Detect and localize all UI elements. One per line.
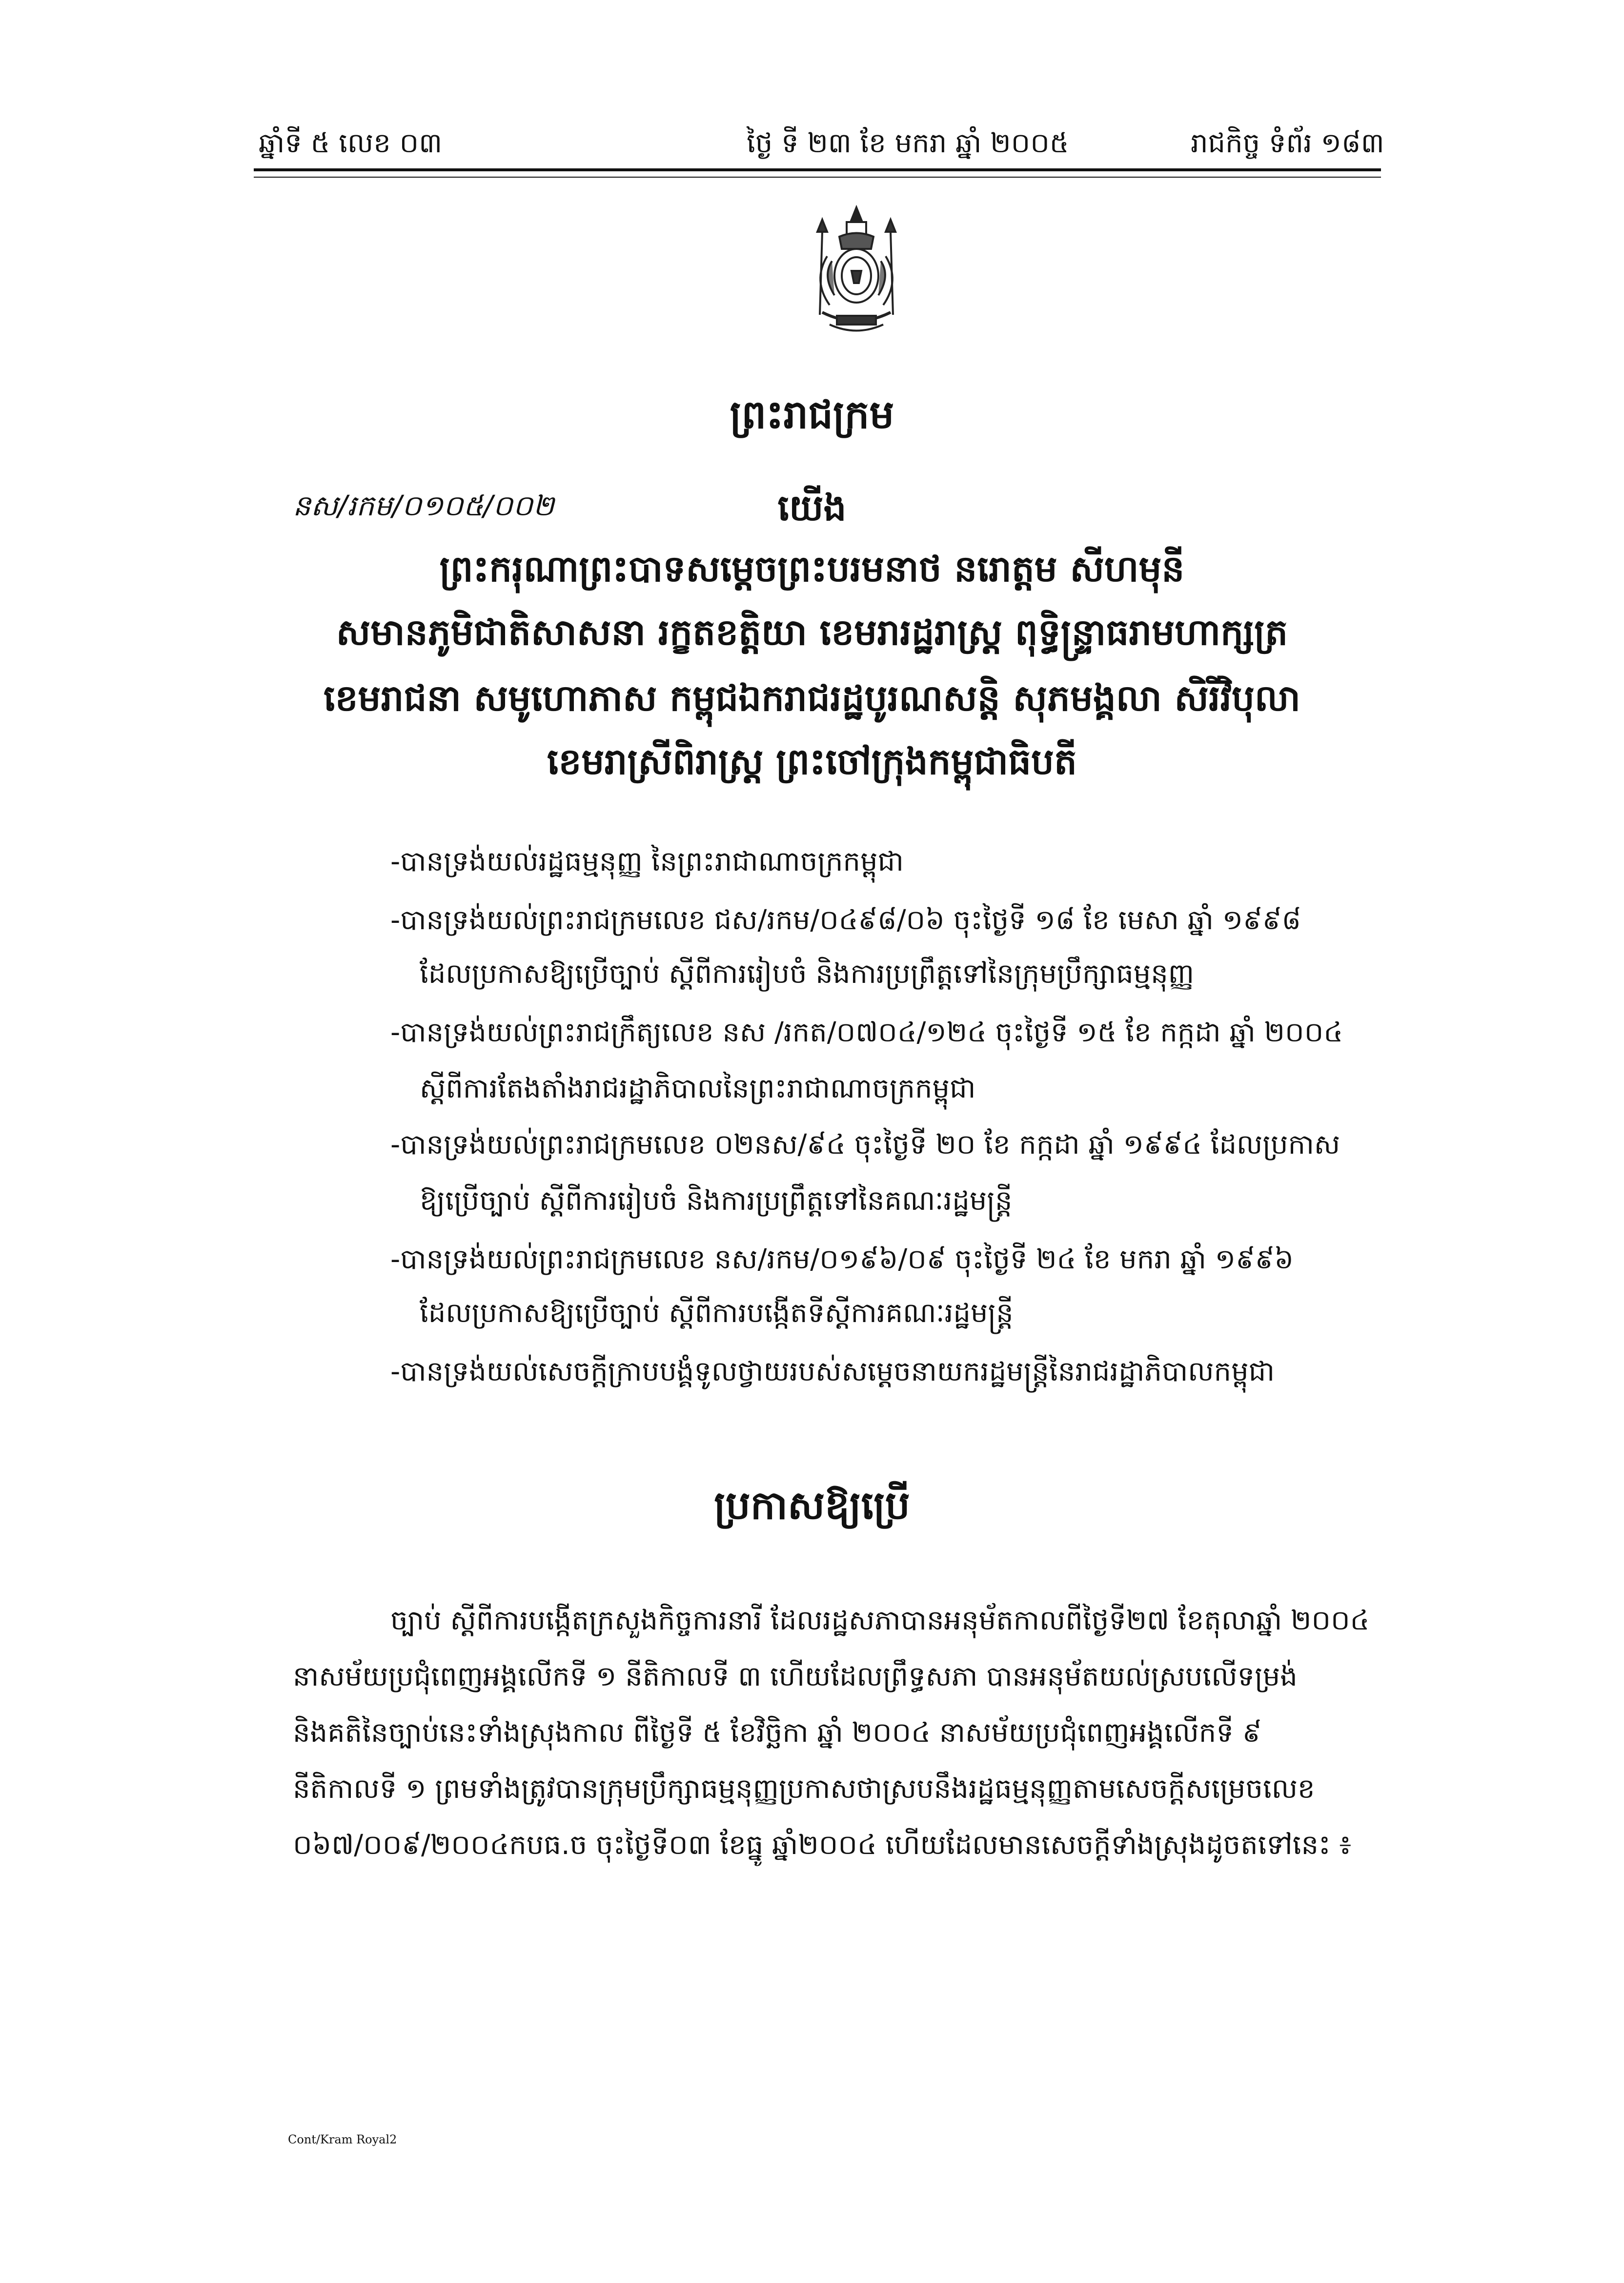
reference-clause-continued: ឱ្យប្រើច្បាប់ ស្តីពីការរៀបចំ និងការប្រព្រឹត្តទៅនៃគណៈរដ្ឋមន្ត្រី — [420, 1185, 1013, 1217]
royal-title-line: សមានភូមិជាតិសាសនា រក្ខតខត្តិយា ខេមរារដ្ឋរាស្ត្រ ពុទ្ធិន្ទ្រាធរាមហាក្សត្រ — [336, 612, 1288, 653]
body-line: និងគតិនៃច្បាប់នេះទាំងស្រុងកាល ពីថ្ងៃទី ៥ ខែវិច្ឆិកា ឆ្នាំ ២០០៤ នាសម័យប្រជុំពេញអង្គលើកទី ៩ — [293, 1717, 1262, 1749]
reference-clause-continued: ស្តីពីការតែងតាំងរាជរដ្ឋាភិបាលនៃព្រះរាជាណាចក្រកម្ពុជា — [420, 1073, 976, 1104]
header-rule-thick — [254, 168, 1381, 171]
reference-clause: -បានទ្រង់យល់ព្រះរាជក្រឹត្យលេខ នស /រកត/០៧០៤/១២៤ ចុះថ្ងៃទី ១៥ ខែ កក្កដា ឆ្នាំ ២០០៤ — [390, 1017, 1343, 1048]
reference-clause: -បានទ្រង់យល់រដ្ឋធម្មនុញ្ញ នៃព្រះរាជាណាចក្រកម្ពុជា — [390, 846, 904, 877]
promulgation-heading: ប្រកាសឱ្យប្រើ — [714, 1483, 910, 1528]
header-page-number: រាជកិច្ច ទំព័រ ១៨៣ — [1191, 127, 1384, 159]
reference-clause: -បានទ្រង់យល់សេចក្តីក្រាបបង្គំទូលថ្វាយរបស់សម្តេចនាយករដ្ឋមន្ត្រីនៃរាជរដ្ឋាភិបាលកម្ពុជា — [390, 1356, 1275, 1387]
body-line: នាសម័យប្រជុំពេញអង្គលើកទី ១ នីតិកាលទី ៣ ហើយដែលព្រឹទ្ធសភា បានអនុម័តយល់ស្របលើទម្រង់ — [293, 1661, 1298, 1692]
header-rule-thin — [254, 177, 1381, 178]
reference-clause-continued: ដែលប្រកាសឱ្យប្រើច្បាប់ ស្តីពីការរៀបចំ និងការប្រព្រឹត្តទៅនៃក្រុមប្រឹក្សាធម្មនុញ្ញ — [420, 958, 1195, 990]
reference-clause: -បានទ្រង់យល់ព្រះរាជក្រមលេខ នស/រកម/០១៩៦/០៩ ចុះថ្ងៃទី ២៤ ខែ មករា ឆ្នាំ ១៩៩៦ — [390, 1243, 1294, 1275]
body-line: ច្បាប់ ស្តីពីការបង្កើតក្រសួងកិច្ចការនារី ដែលរដ្ឋសភាបានអនុម័តកាលពីថ្ងៃទី២៧ ខែតុលាឆ្នាំ ២០០៤ — [390, 1605, 1370, 1636]
we-heading: យើង — [777, 487, 847, 529]
footer-note: Cont/Kram Royal2 — [288, 2133, 397, 2146]
document-title: ព្រះរាជក្រម — [730, 392, 894, 437]
reference-clause: -បានទ្រង់យល់ព្រះរាជក្រមលេខ ជស/រកម/០៤៩៨/០៦ ចុះថ្ងៃទី ១៨ ខែ មេសា ឆ្នាំ ១៩៩៨ — [390, 904, 1301, 936]
royal-coat-of-arms-icon — [793, 203, 920, 339]
body-line: នីតិកាលទី ១ ព្រមទាំងត្រូវបានក្រុមប្រឹក្សាធម្មនុញ្ញប្រកាសថាស្របនឹងរដ្ឋធម្មនុញ្ញតាមសេចក្តីសម្រេចលេខ — [293, 1773, 1315, 1805]
royal-title-line: ព្រះករុណាព្រះបាទសម្តេចព្រះបរមនាថ នរោត្តម សីហមុនី — [439, 548, 1185, 590]
reference-clause: -បានទ្រង់យល់ព្រះរាជក្រមលេខ ០២នស/៩៤ ចុះថ្ងៃទី ២០ ខែ កក្កដា ឆ្នាំ ១៩៩៤ ដែលប្រកាស — [390, 1129, 1340, 1161]
royal-title-line: ខេមរាជនា សមូហោភាស កម្ពុជឯករាជរដ្ឋបូរណសន្តិ សុភមង្គលា សិរីវិបុលា — [324, 677, 1300, 719]
body-line: ០៦៧/០០៩/២០០៤កបធ.ច ចុះថ្ងៃទី០៣ ខែធ្នូ ឆ្នាំ២០០៤ ហើយដែលមានសេចក្តីទាំងស្រុងដូចតទៅនេះ ៖ — [293, 1829, 1352, 1861]
header-issue-number: ឆ្នាំទី ៥ លេខ ០៣ — [259, 127, 443, 159]
header-date: ថ្ងៃ ទី ២៣ ខែ មករា ឆ្នាំ ២០០៥ — [747, 127, 1069, 159]
reference-number: នស/រកម/០១០៥/០០២ — [293, 489, 554, 522]
royal-title-line: ខេមរាស្រីពិរាស្ត្រ ព្រះចៅក្រុងកម្ពុជាធិបតី — [547, 741, 1077, 783]
reference-clause-continued: ដែលប្រកាសឱ្យប្រើច្បាប់ ស្តីពីការបង្កើតទីស្តីការគណៈរដ្ឋមន្ត្រី — [420, 1297, 1014, 1329]
